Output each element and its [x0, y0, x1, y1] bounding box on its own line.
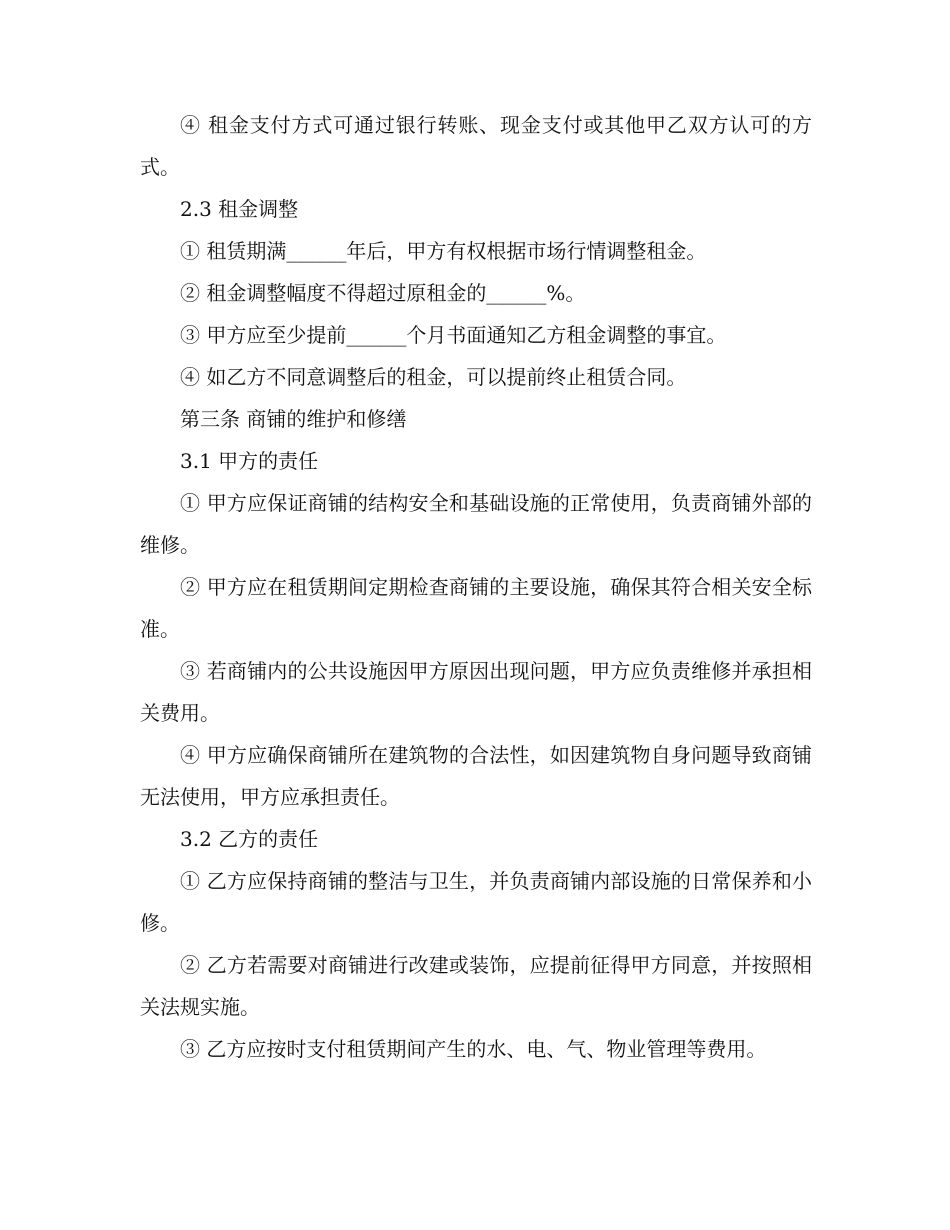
clause-payment-method: ④ 租金支付方式可通过银行转账、现金支付或其他甲乙双方认可的方式。: [140, 113, 812, 179]
clause-party-b-renovation: ② 乙方若需要对商铺进行改建或装饰，应提前征得甲方同意，并按照相关法规实施。: [140, 953, 812, 1019]
clause-advance-notice: ③ 甲方应至少提前______个月书面通知乙方租金调整的事宜。: [180, 323, 727, 347]
clause-early-termination: ④ 如乙方不同意调整后的租金，可以提前终止租赁合同。: [180, 365, 687, 389]
clause-party-a-legality: ④ 甲方应确保商铺所在建筑物的合法性，如因建筑物自身问题导致商铺无法使用，甲方应承担责任。: [140, 743, 812, 809]
section-heading-party-a-duty: 3.1 甲方的责任: [180, 449, 319, 473]
article-heading-maintenance: 第三条 商铺的维护和修缮: [180, 407, 407, 431]
clause-party-b-cleanliness: ① 乙方应保持商铺的整洁与卫生，并负责商铺内部设施的日常保养和小修。: [140, 869, 812, 935]
clause-party-a-public-facilities: ③ 若商铺内的公共设施因甲方原因出现问题，甲方应负责维修并承担相关费用。: [140, 659, 812, 725]
clause-party-b-utilities: ③ 乙方应按时支付租赁期间产生的水、电、气、物业管理等费用。: [180, 1037, 767, 1061]
section-heading-party-b-duty: 3.2 乙方的责任: [180, 827, 319, 851]
clause-party-a-structure: ① 甲方应保证商铺的结构安全和基础设施的正常使用，负责商铺外部的维修。: [140, 491, 812, 557]
clause-party-a-inspection: ② 甲方应在租赁期间定期检查商铺的主要设施，确保其符合相关安全标准。: [140, 575, 812, 641]
section-heading-rent-adjustment: 2.3 租金调整: [180, 197, 299, 221]
clause-adjust-after-years: ① 租赁期满______年后，甲方有权根据市场行情调整租金。: [180, 239, 707, 263]
clause-adjust-range: ② 租金调整幅度不得超过原租金的______%。: [180, 281, 586, 305]
document-body: [140, 104, 812, 1070]
